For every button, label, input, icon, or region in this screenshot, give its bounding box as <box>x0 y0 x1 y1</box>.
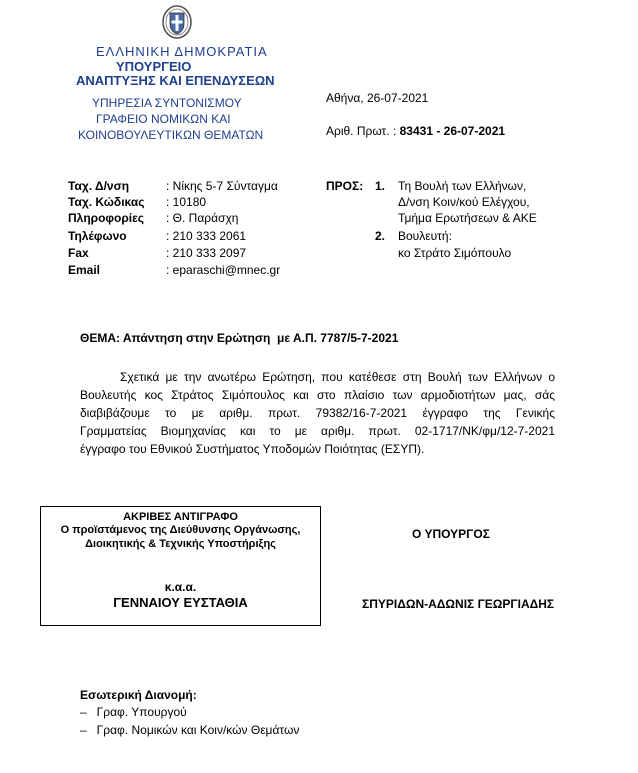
ministry-line-2: ΑΝΑΠΤΥΞΗΣ ΚΑΙ ΕΠΕΝΔΥΣΕΩΝ <box>76 73 275 88</box>
contact-label-info: Πληροφορίες <box>68 211 145 225</box>
certified-copy-kaa: κ.α.α. <box>164 580 197 594</box>
subject-line: ΘΕΜΑ: Απάντηση στην Ερώτηση με Α.Π. 7787/5-7-2021 <box>80 331 399 345</box>
body-line-1: Σχετικά με την ανωτέρω Ερώτηση, που κατέθεσε στη Βουλή των Ελλήνων ο <box>120 370 555 384</box>
contact-value-phone: : 210 333 2061 <box>166 229 247 243</box>
service-line-1: ΥΠΗΡΕΣΙΑ ΣΥΝΤΟΝΙΣΜΟΥ <box>92 96 242 110</box>
recipient-2-number: 2. <box>375 229 386 243</box>
contact-label-address: Ταχ. Δ/νση <box>68 179 130 193</box>
country-name: ΕΛΛΗΝΙΚΗ ΔΗΜΟΚΡΑΤΙΑ <box>96 44 268 59</box>
protocol-number <box>326 124 505 138</box>
certified-copy-box <box>40 506 321 626</box>
body-line-5: έγγραφο του Εθνικού Συστήματος Υποδομών Ποιότητας (ΕΣΥΠ). <box>80 442 425 456</box>
contact-value-email: : eparaschi@mnec.gr <box>166 263 281 277</box>
contact-label-postcode: Ταχ. Κώδικας <box>68 195 145 209</box>
body-line-3: διαβιβάζουμε το με αριθμ. πρωτ. 79382/16-7-2021 έγγραφο της Γενικής <box>80 406 555 420</box>
minister-title: Ο ΥΠΟΥΡΓΟΣ <box>412 527 490 541</box>
distribution-title: Εσωτερική Διανομή: <box>80 688 197 702</box>
greek-coat-of-arms-icon <box>161 4 193 40</box>
service-line-3: ΚΟΙΝΟΒΟΥΛΕΥΤΙΚΩΝ ΘΕΜΑΤΩΝ <box>78 128 264 142</box>
certified-copy-line-1: Ο προϊστάμενος της Διεύθυνσης Οργάνωσης, <box>60 524 301 536</box>
recipient-2-line-1: Βουλευτή: <box>398 229 452 243</box>
body-line-4: Γραμματείας Βιομηχανίας και το με αριθμ. πρωτ. 02-1717/ΝΚ/φμ/12-7-2021 <box>80 424 555 438</box>
distribution-item: – Γραφ. Υπουργού <box>80 705 187 719</box>
contact-value-fax: : 210 333 2097 <box>166 246 247 260</box>
contact-value-postcode: : 10180 <box>166 195 207 209</box>
certified-copy-title: ΑΚΡΙΒΕΣ ΑΝΤΙΓΡΑΦΟ <box>123 511 238 523</box>
ministry-line-1: ΥΠΟΥΡΓΕΙΟ <box>116 59 192 74</box>
contact-value-address: : Νίκης 5-7 Σύνταγμα <box>166 179 278 193</box>
protocol-value: 83431 - 26-07-2021 <box>399 124 506 138</box>
place-date: Αθήνα, 26-07-2021 <box>326 91 429 105</box>
recipient-1-number: 1. <box>375 179 386 193</box>
recipient-1-line-1: Τη Βουλή των Ελλήνων, <box>398 179 527 193</box>
recipient-2-line-2: κο Στράτο Σιμόπουλο <box>398 246 512 260</box>
recipient-1-line-2: Δ/νση Κοιν/κού Ελέγχου, <box>398 195 530 209</box>
contact-label-phone: Τηλέφωνο <box>68 229 127 243</box>
recipients-label: ΠΡΟΣ: <box>326 179 364 193</box>
distribution-item: – Γραφ. Νομικών και Κοιν/κών Θεμάτων <box>80 723 300 737</box>
protocol-label: Αριθ. Πρωτ. : <box>326 124 397 138</box>
minister-name: ΣΠΥΡΙΔΩΝ-ΑΔΩΝΙΣ ΓΕΩΡΓΙΑΔΗΣ <box>362 597 555 611</box>
service-line-2: ΓΡΑΦΕΙΟ ΝΟΜΙΚΩΝ ΚΑΙ <box>96 112 231 126</box>
recipient-1-line-3: Τμήμα Ερωτήσεων & ΑΚΕ <box>398 211 537 225</box>
certified-copy-name: ΓΕΝΝΑΙΟΥ ΕΥΣΤΑΘΙΑ <box>113 595 248 610</box>
contact-value-info: : Θ. Παράσχη <box>166 211 239 225</box>
contact-label-email: Email <box>68 263 101 277</box>
body-line-2: Βουλευτής κος Στράτος Σιμόπουλος και στο πλαίσιο των αρμοδιοτήτων μας, σάς <box>80 388 555 402</box>
contact-label-fax: Fax <box>68 246 89 260</box>
certified-copy-line-2: Διοικητικής & Τεχνικής Υποστήριξης <box>85 538 276 550</box>
